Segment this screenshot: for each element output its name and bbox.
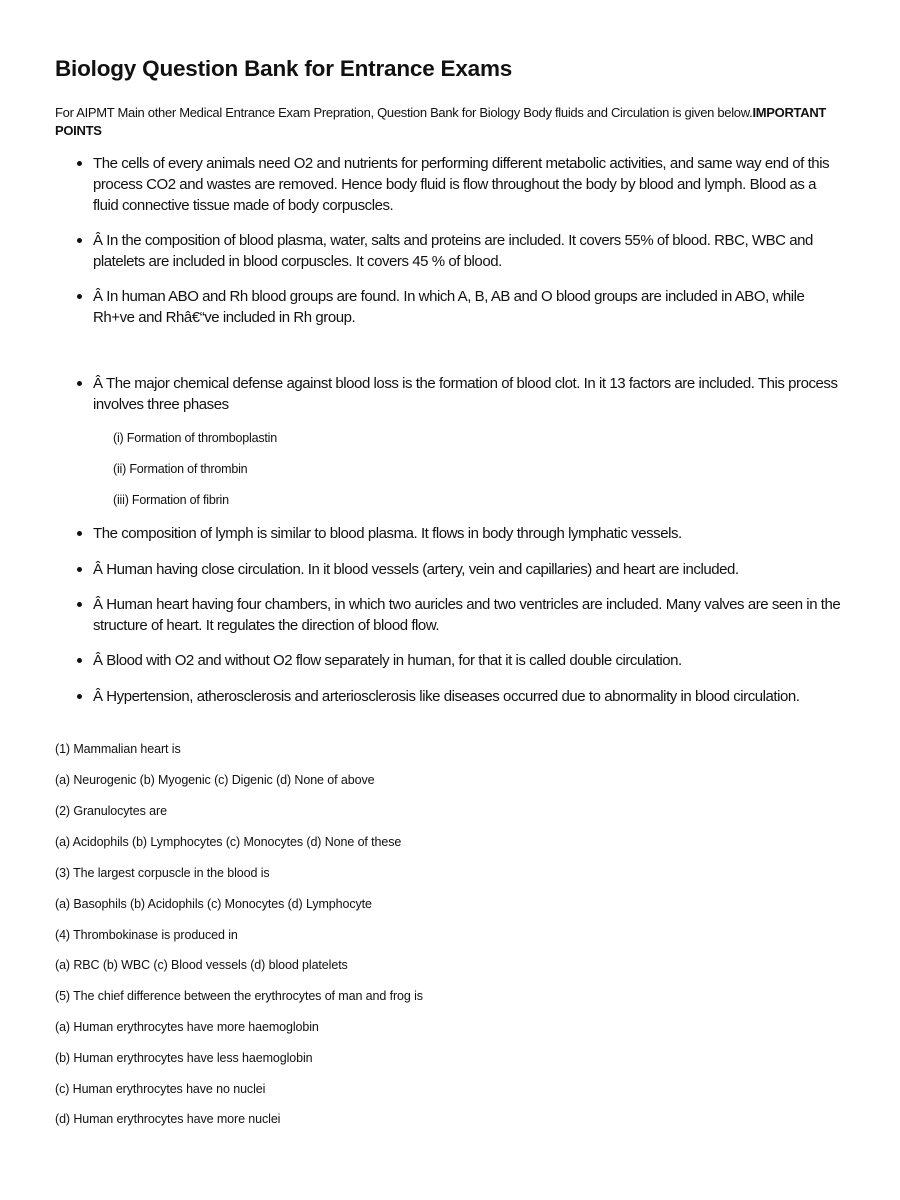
answer-option: (c) Human erythrocytes have no nuclei: [55, 1082, 266, 1096]
answer-option: (a) Human erythrocytes have more haemoglobin: [55, 1020, 319, 1034]
list-item: [93, 650, 843, 671]
point-text: The composition of lymph is similar to blood plasma. It flows in body through lymphatic vessels.: [93, 525, 682, 542]
bullet-icon: [77, 602, 82, 607]
intro-paragraph: [55, 104, 835, 140]
list-item: [93, 523, 843, 544]
list-item: [93, 153, 843, 216]
bullet-icon: [77, 531, 82, 536]
phase-item: (iii) Formation of fibrin: [113, 493, 229, 507]
question: (1) Mammalian heart is: [55, 742, 181, 756]
answer-options: (a) RBC (b) WBC (c) Blood vessels (d) blood platelets: [55, 958, 348, 972]
point-text: Â In human ABO and Rh blood groups are found. In which A, B, AB and O blood groups are included in ABO, while Rh+ve and Rhâ€“ve included in Rh group.: [93, 288, 805, 326]
list-item: [93, 559, 843, 580]
answer-options: (a) Neurogenic (b) Myogenic (c) Digenic (d) None of above: [55, 773, 375, 787]
point-text: Â Blood with O2 and without O2 flow separately in human, for that it is called double circulation.: [93, 652, 682, 669]
answer-option: (b) Human erythrocytes have less haemoglobin: [55, 1051, 313, 1065]
point-text: Â Human heart having four chambers, in which two auricles and two ventricles are included. Many valves are seen in the structure of heart. It regulates the direction of blood flow.: [93, 596, 841, 634]
list-item: [93, 230, 843, 272]
answer-option: (d) Human erythrocytes have more nuclei: [55, 1112, 281, 1126]
bullet-icon: [77, 238, 82, 243]
point-text: Â In the composition of blood plasma, water, salts and proteins are included. It covers 55% of blood. RBC, WBC and platelets are included in blood corpuscles. It covers 45 % of blood.: [93, 232, 813, 270]
question: (5) The chief difference between the erythrocytes of man and frog is: [55, 989, 423, 1003]
list-item: [93, 686, 843, 707]
bullet-icon: [77, 381, 82, 386]
bullet-icon: [77, 161, 82, 166]
question: (2) Granulocytes are: [55, 804, 167, 818]
phase-item: (ii) Formation of thrombin: [113, 462, 248, 476]
intro-text: For AIPMT Main other Medical Entrance Exam Prepration, Question Bank for Biology Body fluids and Circulation is given below.: [55, 105, 753, 120]
list-item: [93, 286, 843, 328]
bullet-icon: [77, 658, 82, 663]
list-item: [93, 373, 843, 415]
point-text: Â The major chemical defense against blood loss is the formation of blood clot. In it 13 factors are included. This process involves three phases: [93, 375, 838, 413]
bullet-icon: [77, 567, 82, 572]
important-points-heading: IMPORTANT POINTS: [55, 105, 827, 138]
list-item: [93, 594, 843, 636]
answer-options: (a) Acidophils (b) Lymphocytes (c) Monocytes (d) None of these: [55, 835, 402, 849]
question: (4) Thrombokinase is produced in: [55, 928, 238, 942]
question: (3) The largest corpuscle in the blood is: [55, 866, 270, 880]
bullet-icon: [77, 294, 82, 299]
bullet-icon: [77, 694, 82, 699]
point-text: Â Human having close circulation. In it blood vessels (artery, vein and capillaries) and heart are included.: [93, 561, 739, 578]
answer-options: (a) Basophils (b) Acidophils (c) Monocytes (d) Lymphocyte: [55, 897, 372, 911]
phase-item: (i) Formation of thromboplastin: [113, 431, 278, 445]
page-title: Biology Question Bank for Entrance Exams: [55, 56, 513, 81]
point-text: Â Hypertension, atherosclerosis and arteriosclerosis like diseases occurred due to abnormality in blood circulation.: [93, 688, 800, 705]
point-text: The cells of every animals need O2 and nutrients for performing different metabolic activities, and same way end of this process CO2 and wastes are removed. Hence body fluid is flow throughout the body by blood and lymph. Blood as a fluid connective tissue made of body corpuscles.: [93, 155, 830, 214]
